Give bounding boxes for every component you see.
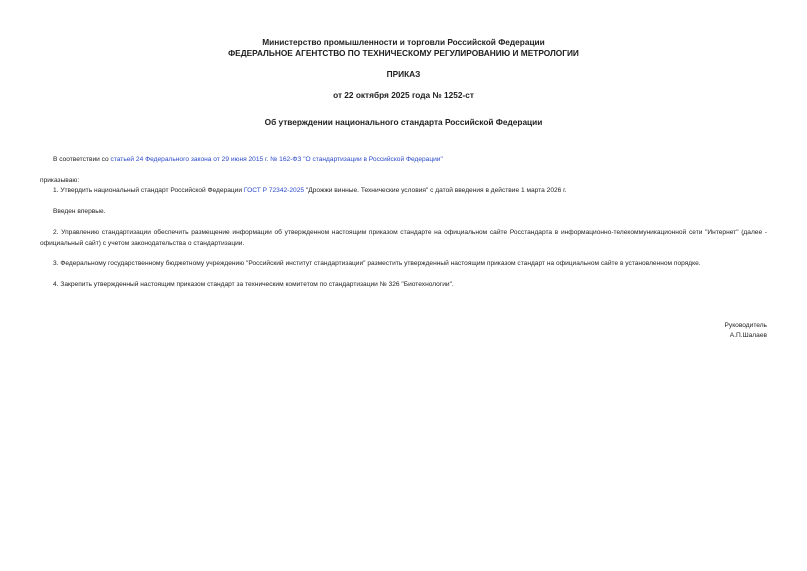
signature-position: Руководитель [724,322,767,329]
document-date-number: от 22 октября 2025 года № 1252-ст [333,90,474,100]
item-1-suffix: "Дрожжи винные. Технические условия" с датой введения в действие 1 марта 2026 г. [304,187,567,194]
document-subject: Об утверждении национального стандарта Российской Федерации [264,117,543,127]
item-4: 4. Закрепить утвержденный настоящим приказом стандарт за техническим комитетом по стандартизации № 326 "Биотехнологии". [53,281,454,288]
document-type: ПРИКАЗ [386,69,421,79]
order-word: приказываю: [40,177,80,184]
ministry-name: Министерство промышленности и торговли Российской Федерации [262,37,545,47]
gost-link[interactable]: ГОСТ Р 72342-2025 [243,187,305,194]
item-1-prefix: 1. Утвердить национальный стандарт Российской Федерации [53,187,244,194]
item-1 [53,186,567,197]
preamble-prefix: В соответствии со [53,156,111,163]
signature-name: А.П.Шалаев [729,332,767,339]
item-3: 3. Федеральному государственному бюджетному учреждению "Российский институт стандартизации" разместить утвержденный настоящим приказом стандарт на официальном сайте в установленном порядке. [53,260,701,267]
introduced-note: Введен впервые. [53,208,106,215]
law-article-link[interactable]: статьей 24 Федерального закона от 29 июня 2015 г. № 162-ФЗ "О стандартизации в Российской Федерации" [110,156,443,163]
agency-name: ФЕДЕРАЛЬНОЕ АГЕНТСТВО ПО ТЕХНИЧЕСКОМУ РЕГУЛИРОВАНИЮ И МЕТРОЛОГИИ [228,48,579,58]
preamble [53,155,443,166]
item-2: 2. Управлению стандартизации обеспечить размещение информации об утвержденном настоящим приказом стандарте на официальном сайте Росстандарта в информационно-телекоммуникационной сети "Интернет" (далее - официальный сайт) с учетом законодательства о стандартизации. [40,229,767,247]
